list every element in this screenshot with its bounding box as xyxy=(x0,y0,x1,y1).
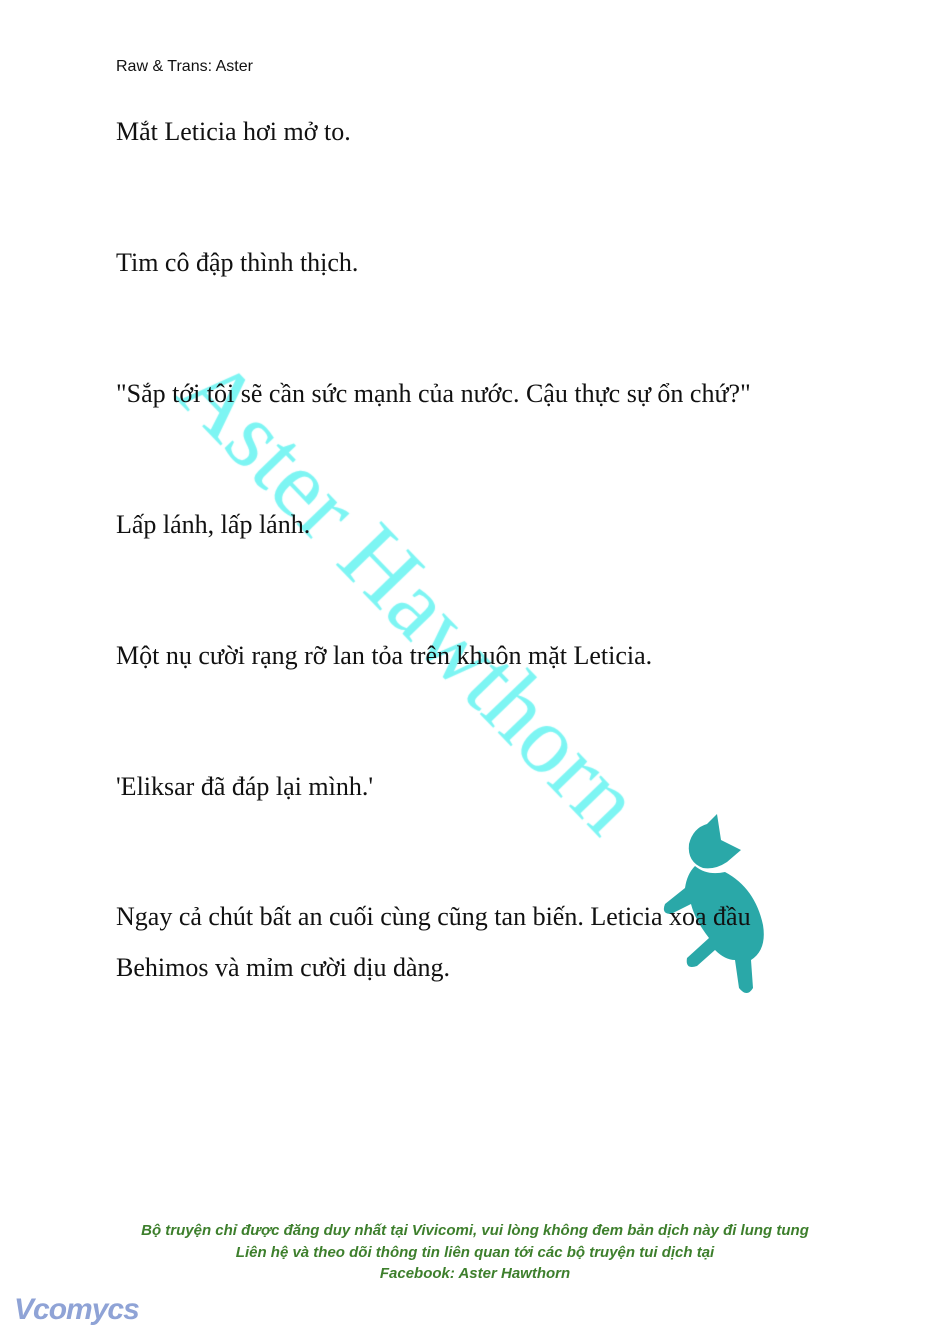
paragraph: Mắt Leticia hơi mở to. xyxy=(116,117,351,146)
paragraph: Một nụ cười rạng rỡ lan tỏa trên khuôn mặt Leticia. xyxy=(116,641,653,670)
vcomycs-logo: Vcomycs xyxy=(14,1293,139,1326)
footer-notice: Bộ truyện chỉ được đăng duy nhất tại Vivicomi, vui lòng không đem bản dịch này đi lung tung xyxy=(141,1222,809,1239)
paragraph: "Sắp tới tôi sẽ cần sức mạnh của nước. Cậu thực sự ổn chứ?" xyxy=(116,379,751,408)
document-header: Raw & Trans: Aster xyxy=(116,58,253,75)
paragraph: 'Eliksar đã đáp lại mình.' xyxy=(116,772,374,801)
paragraph: Tim cô đập thình thịch. xyxy=(116,248,359,277)
footer-contact: Liên hệ và theo dõi thông tin liên quan tới các bộ truyện tui dịch tại xyxy=(235,1244,715,1261)
paragraph: Behimos và mỉm cười dịu dàng. xyxy=(116,953,451,982)
paragraph: Lấp lánh, lấp lánh. xyxy=(116,510,311,539)
footer-facebook: Facebook: Aster Hawthorn xyxy=(379,1265,571,1282)
paragraph: Ngay cả chút bất an cuối cùng cũng tan biến. Leticia xoa đầu xyxy=(116,902,751,931)
